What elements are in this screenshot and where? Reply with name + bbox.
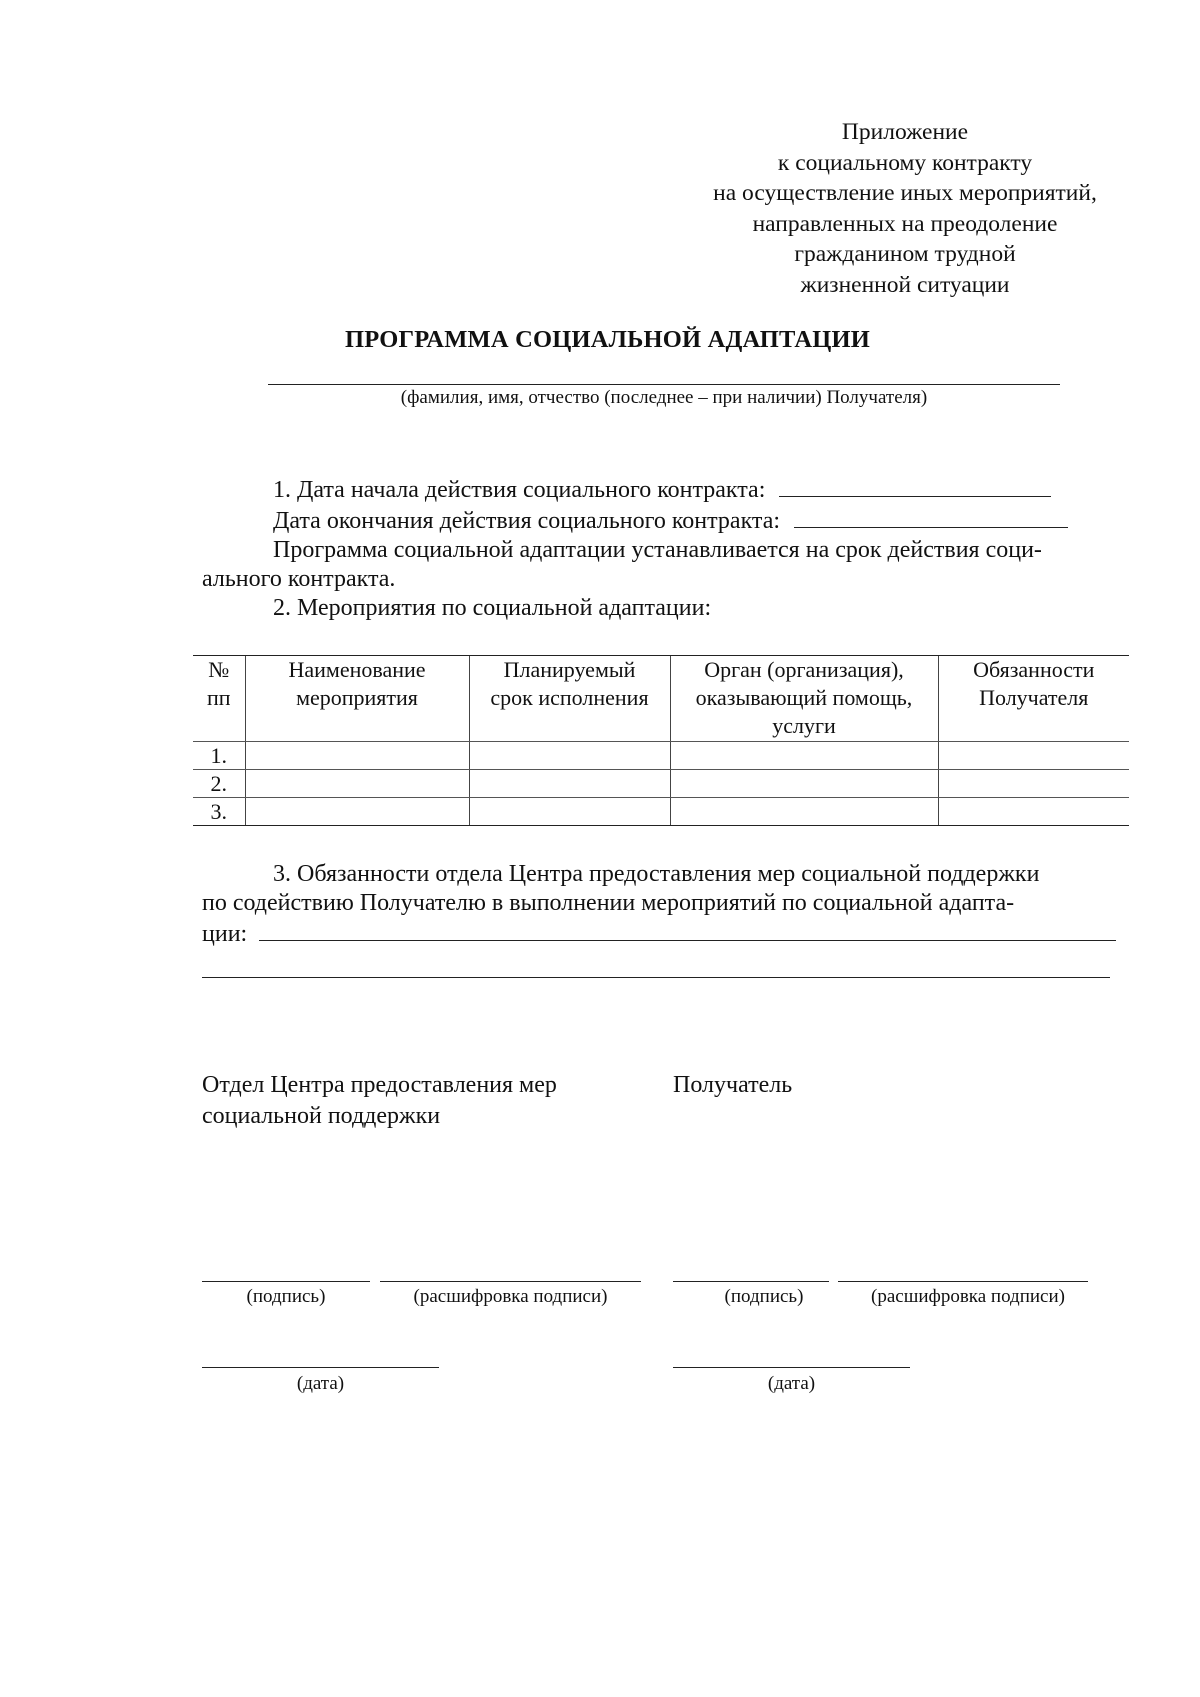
end-date-row bbox=[202, 505, 1122, 536]
department-signature-decode-field[interactable] bbox=[380, 1281, 641, 1282]
table-row bbox=[193, 742, 1129, 770]
recipient-date-field[interactable] bbox=[673, 1367, 910, 1368]
end-date-field[interactable] bbox=[794, 505, 1068, 528]
table-header-row bbox=[193, 656, 1129, 742]
row-number: 1. bbox=[193, 742, 245, 770]
appendix-line: к социальному контракту bbox=[777, 149, 1033, 176]
column-header-organization: Орган (организация), оказывающий помощь, услуги bbox=[670, 656, 938, 742]
appendix-line: направленных на преодоление bbox=[752, 210, 1058, 237]
appendix-line: на осуществление иных мероприятий, bbox=[713, 180, 1097, 206]
table-cell[interactable] bbox=[245, 742, 469, 770]
column-header-name: Наименование мероприятия bbox=[245, 656, 469, 742]
table-cell[interactable] bbox=[245, 798, 469, 826]
recipient-decode-caption: (расшифровка подписи) bbox=[871, 1286, 1065, 1307]
table-row bbox=[193, 798, 1129, 826]
table-cell[interactable] bbox=[670, 770, 938, 798]
table-cell[interactable] bbox=[469, 798, 670, 826]
measures-table bbox=[193, 655, 1129, 826]
recipient-signature-field[interactable] bbox=[673, 1281, 829, 1282]
start-date-label: 1. Дата начала действия социального контракта: bbox=[273, 477, 766, 503]
duties-field-line-2[interactable] bbox=[202, 977, 1110, 978]
table-row bbox=[193, 770, 1129, 798]
table-cell[interactable] bbox=[670, 742, 938, 770]
column-header-deadline: Планируемый срок исполнения bbox=[469, 656, 670, 742]
appendix-line: гражданином трудной bbox=[794, 241, 1016, 267]
table-cell[interactable] bbox=[245, 770, 469, 798]
table-cell[interactable] bbox=[469, 742, 670, 770]
recipient-name-field[interactable] bbox=[268, 384, 1060, 385]
section-3 bbox=[202, 860, 1122, 949]
start-date-field[interactable] bbox=[779, 474, 1051, 497]
start-date-row bbox=[202, 474, 1122, 505]
recipient-name-caption: (фамилия, имя, отчество (последнее – при наличии) Получателя) bbox=[400, 387, 928, 408]
appendix-line: жизненной ситуации bbox=[800, 271, 1010, 298]
table-cell[interactable] bbox=[938, 742, 1129, 770]
duties-field-line-1[interactable] bbox=[259, 918, 1116, 941]
recipient-date-caption: (дата) bbox=[767, 1373, 816, 1394]
recipient-signature-caption: (подпись) bbox=[724, 1286, 804, 1307]
recipient-label: Получатель bbox=[673, 1072, 793, 1098]
appendix-line: Приложение bbox=[841, 119, 969, 145]
department-signature-caption: (подпись) bbox=[246, 1286, 326, 1307]
term-text-continued: ального контракта. bbox=[202, 566, 396, 592]
section-3-line-2: по содействию Получателю в выполнении мероприятий по социальной адапта- bbox=[202, 890, 1015, 916]
department-date-caption: (дата) bbox=[296, 1373, 345, 1394]
column-header-duties: Обязанности Получателя bbox=[938, 656, 1129, 742]
center-department-label: Отдел Центра предоставления мер социальной поддержки bbox=[202, 1072, 557, 1129]
table-cell[interactable] bbox=[938, 798, 1129, 826]
table-cell[interactable] bbox=[670, 798, 938, 826]
section-3-line-1: 3. Обязанности отдела Центра предоставления мер социальной поддержки bbox=[273, 861, 1040, 887]
department-signature-field[interactable] bbox=[202, 1281, 370, 1282]
column-header-number: № пп bbox=[193, 656, 245, 742]
department-date-field[interactable] bbox=[202, 1367, 439, 1368]
section-2-label: 2. Мероприятия по социальной адаптации: bbox=[273, 595, 712, 621]
department-decode-caption: (расшифровка подписи) bbox=[413, 1286, 608, 1307]
row-number: 3. bbox=[193, 798, 245, 826]
term-text: Программа социальной адаптации устанавливается на срок действия соци- bbox=[273, 537, 1042, 563]
end-date-label: Дата окончания действия социального контракта: bbox=[273, 508, 781, 534]
section-1 bbox=[202, 474, 1122, 623]
row-number: 2. bbox=[193, 770, 245, 798]
appendix-header bbox=[670, 117, 1140, 300]
section-3-line-3: ции: bbox=[202, 918, 1122, 949]
table-cell[interactable] bbox=[469, 770, 670, 798]
document-title: ПРОГРАММА СОЦИАЛЬНОЙ АДАПТАЦИИ bbox=[344, 326, 871, 353]
table-cell[interactable] bbox=[938, 770, 1129, 798]
recipient-signature-decode-field[interactable] bbox=[838, 1281, 1088, 1282]
